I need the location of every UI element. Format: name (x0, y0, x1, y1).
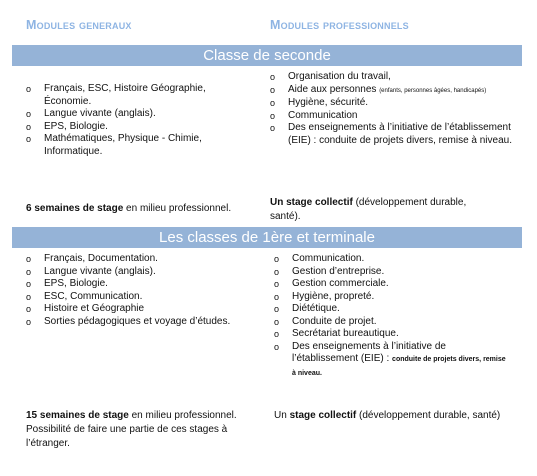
list-item: o Communication. (274, 253, 365, 264)
bullet-icon: o (26, 316, 32, 327)
bullet-icon: o (26, 121, 32, 132)
bullet-icon: o (274, 329, 280, 339)
bullet-icon: o (26, 304, 32, 314)
list-item: o EPS, Biologie. (26, 120, 108, 132)
bullet-icon: o (26, 291, 32, 302)
bullet-icon: o (270, 110, 276, 121)
section-band-premiere-terminale: Les classes de 1ère et terminale (12, 227, 522, 248)
small-note: (enfants, personnes âgées, handicapés) (379, 87, 487, 94)
list-item: o ESC, Communication. (26, 290, 143, 302)
bullet-icon: o (270, 123, 276, 133)
list-item: o Gestion d’entreprise. (274, 265, 385, 277)
premiere-professional-list (274, 253, 509, 380)
header-modules-professionnels: Modules professionnels (270, 18, 409, 32)
bullet-icon: o (274, 254, 280, 264)
list-item: o Diététique. (274, 303, 340, 314)
bullet-icon: o (274, 341, 280, 352)
seconde-collective-note: Un stage collectif (développement durable, santé). (270, 197, 467, 222)
list-item: o Secrétariat bureautique. (274, 328, 399, 339)
bullet-icon: o (274, 316, 280, 327)
list-item: o Conduite de projet. (274, 315, 377, 327)
seconde-general-list (26, 83, 251, 158)
seconde-stage-note: 6 semaines de stage en milieu professionnel. (26, 203, 232, 214)
list-item: o Aide aux personnes (enfants, personnes âgées, handicapés) (270, 83, 487, 95)
list-item: o Organisation du travail, (270, 71, 391, 82)
bullet-icon: o (26, 279, 32, 289)
list-item: o Langue vivante (anglais). (26, 108, 156, 119)
bullet-icon: o (270, 84, 276, 95)
bullet-icon: o (26, 109, 32, 119)
list-item: o Hygiène, sécurité. (270, 97, 369, 108)
eie-detail: conduite de projets divers, remise à niveau. (292, 356, 506, 377)
list-item: o Des enseignements à l’initiative de l’établissement (EIE) : conduite de projets divers, remise à niveau. (274, 340, 506, 377)
list-item: o Français, ESC, Histoire Géographie, Économie. (26, 83, 206, 107)
premiere-collective-note: Un stage collectif (développement durable, santé) (274, 410, 501, 421)
section-band-seconde: Classe de seconde (12, 45, 522, 66)
list-item: o Mathématiques, Physique - Chimie, Informatique. (26, 133, 202, 157)
bullet-icon: o (274, 304, 280, 314)
bullet-icon: o (26, 84, 32, 94)
bullet-icon: o (270, 72, 276, 82)
list-item: o Français, Documentation. (26, 253, 158, 264)
bullet-icon: o (274, 291, 280, 302)
bullet-icon: o (270, 98, 276, 108)
seconde-professional-list (270, 71, 515, 147)
list-item: o EPS, Biologie. (26, 278, 108, 289)
list-item: o Gestion commerciale. (274, 278, 389, 289)
premiere-general-list (26, 253, 236, 328)
list-item: o Hygiène, propreté. (274, 290, 375, 302)
list-item: o Communication (270, 109, 358, 121)
list-item: o Histoire et Géographie (26, 303, 145, 314)
bullet-icon: o (26, 254, 32, 264)
bullet-icon: o (274, 266, 280, 277)
premiere-stage-note: 15 semaines de stage en milieu professionnel. Possibilité de faire une partie de ces stages à l’étranger. (26, 410, 237, 449)
bullet-icon: o (26, 266, 32, 277)
bullet-icon: o (26, 134, 32, 144)
bullet-icon: o (274, 279, 280, 289)
list-item: o Des enseignements à l’initiative de l’établissement (EIE) : conduite de projets divers, remise à niveau. (270, 122, 512, 146)
list-item: o Sorties pédagogiques et voyage d’études. (26, 315, 231, 327)
header-modules-generaux: Modules generaux (26, 18, 132, 32)
list-item: o Langue vivante (anglais). (26, 265, 156, 277)
